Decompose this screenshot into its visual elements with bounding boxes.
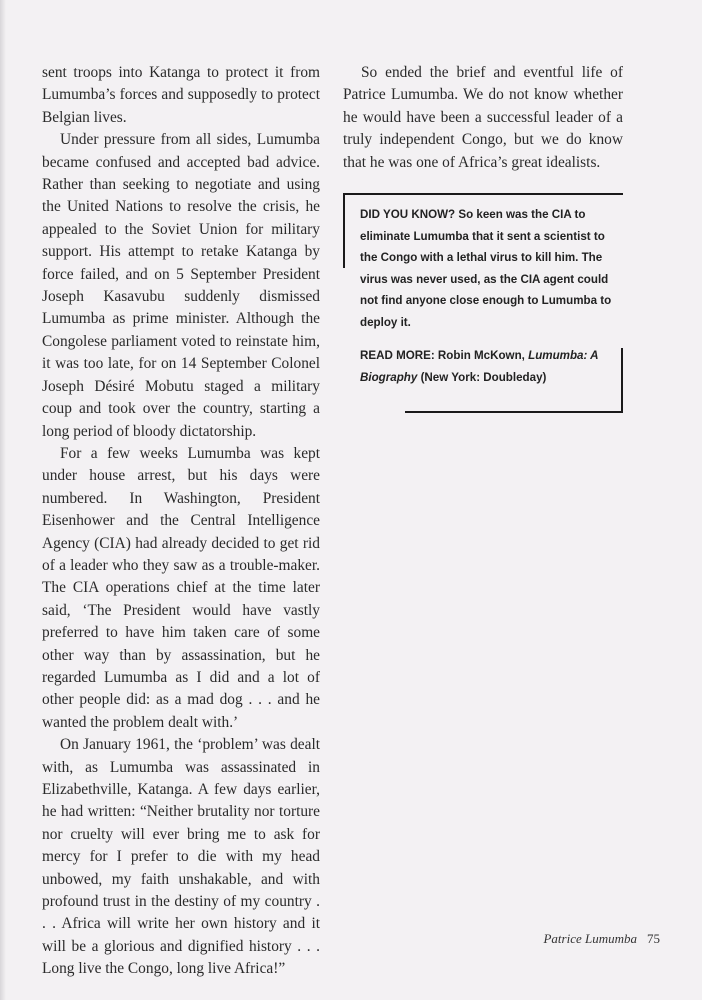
read-more-book-title: Lumumba: A Biography	[360, 349, 599, 384]
page-number: 75	[647, 931, 660, 946]
read-more-suffix: (New York: Doubleday)	[417, 370, 547, 384]
paragraph: Under pressure from all sides, Lumumba became confused and accepted bad advice. Rather than seeking to negotiate and using the United Nations to resolve the crisis, he appealed to the Soviet Union for military support. His attempt to retake Katanga by force failed, and on 5 September President Joseph Kasavubu suddenly dismissed Lumumba as prime minister. Although the Congolese parliament voted to reinstate him, it was too late, for on 14 September Colonel Joseph Désiré Mobutu staged a military coup and took over the country, starting a long period of bloody dictatorship.	[42, 131, 320, 440]
left-column	[42, 62, 320, 981]
paragraph: So ended the brief and eventful life of Patrice Lumumba. We do not know whether he would have been a successful leader of a truly independent Congo, but we do know that he was one of Africa’s great idealists.	[343, 64, 623, 171]
sidebar-text	[360, 204, 618, 388]
page-edge	[0, 0, 6, 1000]
right-column	[343, 62, 623, 174]
paragraph: For a few weeks Lumumba was kept under house arrest, but his days were numbered. In Washington, President Eisenhower and the Central Intelligence Agency (CIA) had already decided to get rid of a leader who they saw as a trouble-maker. The CIA operations chief at the time later said, ‘The President would have vastly preferred to have him taken care of some other way than by assassination, but he regarded Lumumba as I did and a lot of other people did: as a mad dog . . . and he wanted the problem dealt with.’	[42, 444, 320, 731]
sidebar-rule	[343, 193, 345, 268]
paragraph: sent troops into Katanga to protect it from Lumumba’s forces and supposedly to protect Belgian lives.	[42, 64, 320, 126]
sidebar-rule	[621, 348, 623, 413]
sidebar-rule	[343, 193, 623, 195]
did-you-know-text: DID YOU KNOW? So keen was the CIA to eliminate Lumumba that it sent a scientist to the Congo with a lethal virus to kill him. The virus was never used, as the CIA agent could not find anyone close enough to Lumumba to deploy it.	[360, 208, 612, 329]
page-footer	[480, 931, 660, 947]
did-you-know-sidebar	[343, 193, 623, 413]
read-more-text	[360, 345, 618, 388]
running-title: Patrice Lumumba	[543, 931, 637, 946]
sidebar-rule	[405, 411, 623, 413]
read-more-prefix: READ MORE: Robin McKown,	[360, 349, 529, 362]
paragraph: On January 1961, the ‘problem’ was dealt with, as Lumumba was assassinated in Elizabethville, Katanga. A few days earlier, he had written: “Neither brutality nor torture nor cruelty will ever bring me to ask for mercy for I prefer to die with my head unbowed, my faith unshakable, and with profound trust in the destiny of my country . . . Africa will write her own history and it will be a glorious and dignified history . . . Long live the Congo, long live Africa!”	[42, 736, 320, 978]
